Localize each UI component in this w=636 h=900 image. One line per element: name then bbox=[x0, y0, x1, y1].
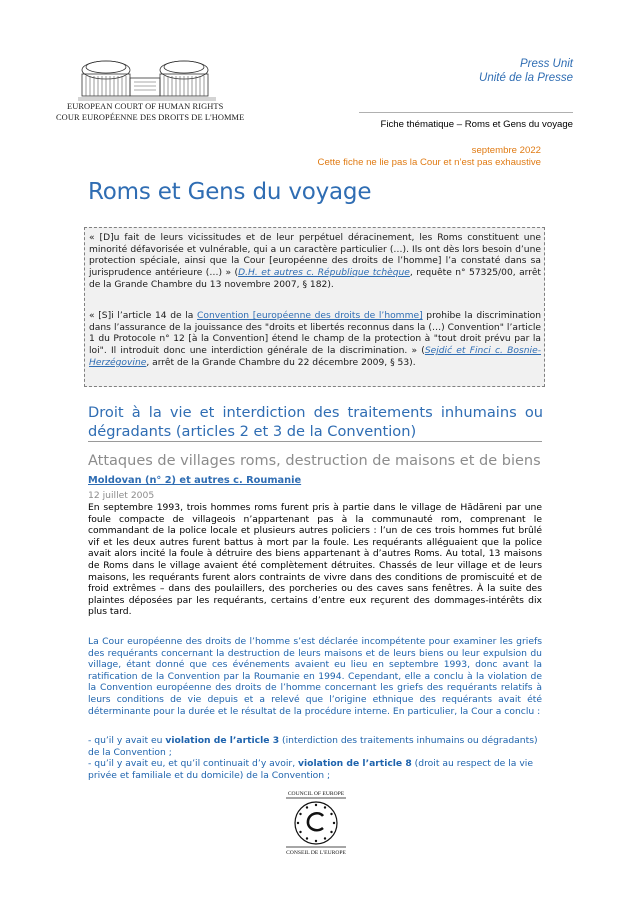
case-facts: En septembre 1993, trois hommes roms furent pris à partie dans le village de Hădăreni par une foule compacte de villageois n’appartenant pas à la communauté rom, comprenant le commandant de la police locale et plusieurs autres policiers : l’un de ces trois hommes fut brûlé vif et les deux autres furent battus à mort par la foule. Les requérants alléguaient que la police avait alors incité la foule à détruire des biens appartenant à d’autres Roms. Au total, 13 maisons de Roms dans le village avaient été complètement détruites. Chassés de leur village et de leurs maisons, les requérants furent alors contraints de vivre dans des conditions de promiscuité et de froid extrêmes – dans des poulaillers, des porcheries ou des caves sans fenêtres. À la suite des plaintes déposées par les requérants, certains d’entre eux reçurent des dommages-intérêts dix plus tard. bbox=[88, 502, 542, 618]
press-unit-en: Press Unit bbox=[519, 58, 573, 70]
quote-1-text: « [D]u fait de leurs vicissitudes et de leur perpétuel déracinement, les Roms constituent une minorité défavorisée et vulnérable, qui a un caractère particulier (…). Ils ont dès lors besoin d’une protection spéciale, ainsi que la Cour [européenne des droits de l’homme] l’a constaté dans sa jurisprudence antérieure (…) » ( bbox=[89, 233, 541, 279]
quote-2-mid: prohibe la discrimination dans l’assurance de la jouissance des "droits et libertés reconnus dans la (…) Convention" l’article 1 du Protocole n° 12 [à la Convention] étend le champ de la protection à "tout droit prévu par la loi". Il introduit donc une interdiction générale de la discrimination. » ( bbox=[89, 311, 541, 357]
convention-link[interactable]: Convention [européenne des droits de l’homme] bbox=[197, 311, 423, 321]
press-unit-fr: Unité de la Presse bbox=[479, 72, 573, 84]
publication-date: septembre 2022 bbox=[471, 145, 541, 156]
bullet-1-bold: violation de l’article 3 bbox=[165, 735, 280, 746]
case-title-link[interactable]: Moldovan (n° 2) et autres c. Roumanie bbox=[88, 475, 302, 486]
case-date: 12 juillet 2005 bbox=[88, 490, 155, 501]
ruling-bullet-1 bbox=[88, 735, 542, 758]
bullet-1-pre: - qu’il y avait eu bbox=[88, 735, 166, 746]
section-divider bbox=[88, 441, 542, 442]
quote-paragraph-2 bbox=[89, 311, 541, 370]
factsheet-subtitle: Fiche thématique – Roms et Gens du voyage bbox=[380, 119, 573, 130]
case-link-dh[interactable]: D.H. et autres c. République tchèque bbox=[238, 268, 410, 279]
council-of-europe-logo bbox=[283, 788, 349, 856]
case-ruling: La Cour européenne des droits de l’homme s’est déclarée incompétente pour examiner les griefs des requérants concernant la destruction de leurs maisons et de leurs biens ou leur expulsion du village, étant donné que ces événements avaient eu lieu en septembre 1993, donc avant la ratification de la Convention par la Roumanie en 1994. Cependant, elle a conclu à la violation de la Convention européenne des droits de l’homme concernant les griefs des requérants relatifs à leurs conditions de vie depuis et a relevé que l’origine ethnique des requérants avait été déterminante pour la durée et le résultat de la procédure interne. En particulier, la Cour a conclu : bbox=[88, 636, 542, 717]
quote-2-start: « [S]i l’article 14 de la bbox=[89, 311, 198, 321]
coe-label-en: COUNCIL OF EUROPE bbox=[287, 791, 345, 797]
court-logo bbox=[78, 56, 216, 102]
section-title: Droit à la vie et interdiction des traitements inhumains ou dégradants (articles 2 et 3 de la Convention) bbox=[88, 404, 543, 440]
page-title: Roms et Gens du voyage bbox=[88, 179, 372, 205]
disclaimer: Cette fiche ne lie pas la Cour et n’est pas exhaustive bbox=[317, 157, 541, 168]
ruling-bullet-2 bbox=[88, 758, 542, 781]
coe-label-fr: CONSEIL DE L'EUROPE bbox=[286, 850, 346, 856]
subsection-title: Attaques de villages roms, destruction de maisons et de biens bbox=[88, 453, 541, 469]
header-divider bbox=[359, 112, 573, 113]
quote-paragraph-1 bbox=[89, 233, 541, 292]
bullet-2-post: (droit au respect de la vie privée et familiale et du domicile) de la Convention ; bbox=[88, 758, 533, 781]
court-name-fr: COUR EUROPÉENNE DES DROITS DE L'HOMME bbox=[56, 113, 245, 122]
quote-1-tail: , requête n° 57325/00, arrêt de la Grande Chambre du 13 novembre 2007, § 182). bbox=[89, 268, 542, 290]
quote-2-tail: , arrêt de la Grande Chambre du 22 décembre 2009, § 53). bbox=[146, 357, 416, 368]
bullet-2-pre: - qu’il y avait eu, et qu’il continuait d’y avoir, bbox=[88, 758, 299, 769]
case-link-sejdic[interactable]: Sejdić et Finci c. Bosnie-Herzégovine bbox=[89, 346, 541, 368]
bullet-2-bold: violation de l’article 8 bbox=[298, 758, 412, 769]
court-name-en: EUROPEAN COURT OF HUMAN RIGHTS bbox=[67, 102, 224, 111]
bullet-1-post: (interdiction des traitements inhumains ou dégradants) de la Convention ; bbox=[88, 735, 538, 758]
